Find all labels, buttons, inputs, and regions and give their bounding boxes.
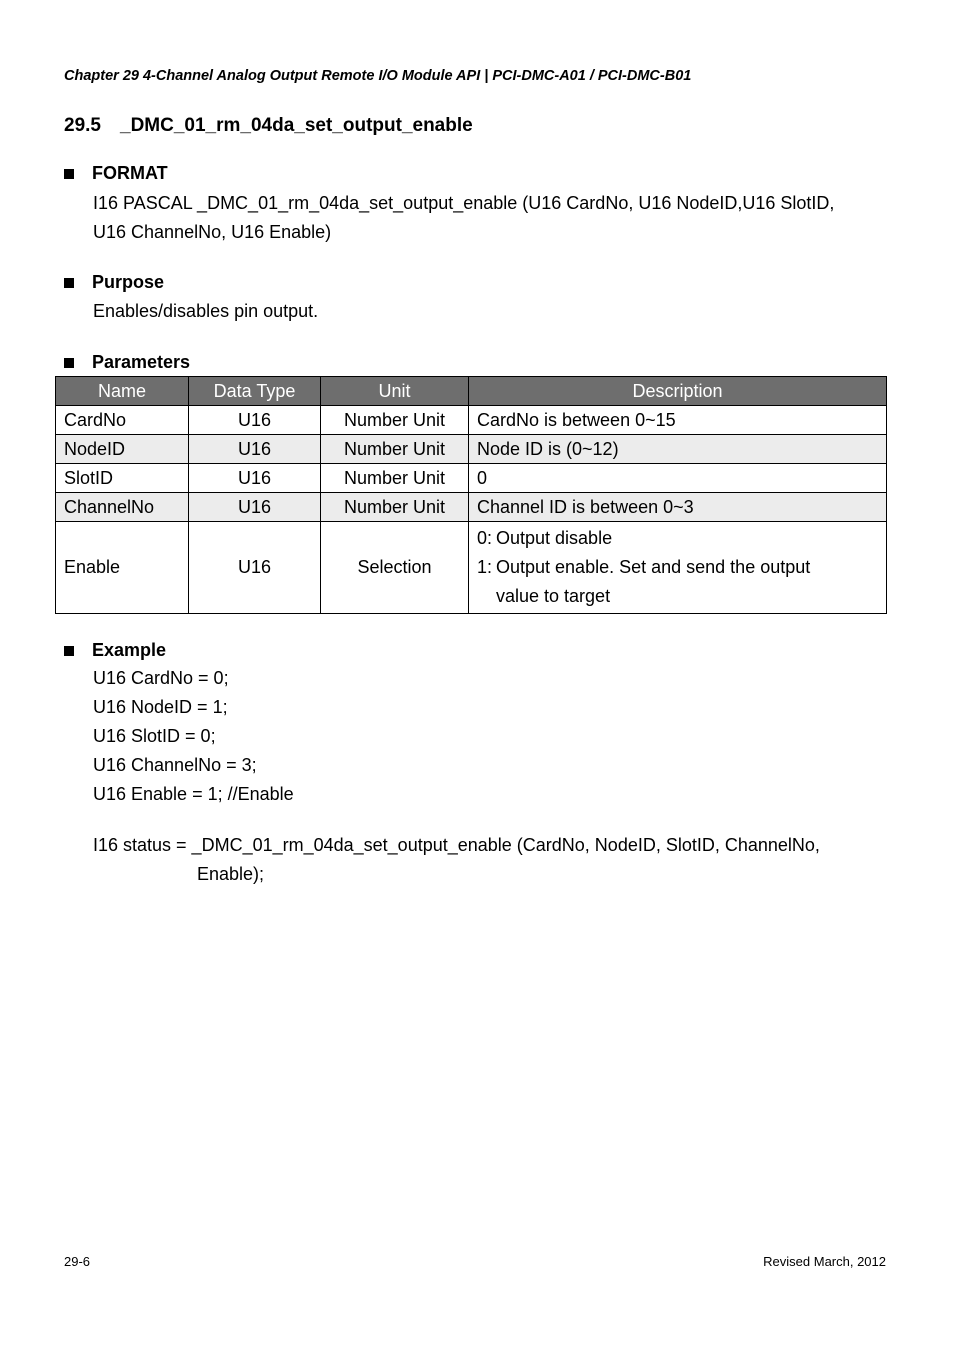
option-key: 1: — [477, 557, 493, 577]
param-name: NodeID — [56, 435, 189, 464]
param-type: U16 — [189, 406, 321, 435]
format-line: U16 ChannelNo, U16 Enable) — [93, 222, 332, 242]
option-text: Output enable. Set and send the output — [496, 557, 811, 577]
section-title — [64, 115, 473, 137]
page-number: 29-6 — [64, 1254, 91, 1269]
format-signature — [93, 189, 893, 247]
purpose-heading — [64, 272, 164, 293]
code-line: U16 CardNo = 0; — [93, 668, 229, 688]
purpose-text: Enables/disables pin output. — [93, 301, 319, 321]
column-header: Description — [469, 377, 887, 406]
param-type: U16 — [189, 522, 321, 614]
table-row — [56, 493, 887, 522]
option-text: Output disable — [496, 528, 613, 548]
option-line — [477, 553, 878, 582]
format-heading-text: FORMAT — [92, 163, 168, 183]
param-name: ChannelNo — [56, 493, 189, 522]
format-line: I16 PASCAL _DMC_01_rm_04da_set_output_enable (U16 CardNo, U16 NodeID,U16 SlotID, — [93, 193, 835, 213]
code-line: Enable); — [197, 864, 265, 884]
column-header: Name — [56, 377, 189, 406]
column-header: Data Type — [189, 377, 321, 406]
param-type: U16 — [189, 435, 321, 464]
bullet-square-icon — [64, 646, 74, 656]
example-code — [93, 664, 294, 809]
code-line: U16 Enable = 1; //Enable — [93, 784, 294, 804]
param-name: Enable — [56, 522, 189, 614]
section-title-text: _DMC_01_rm_04da_set_output_enable — [120, 115, 473, 136]
parameters-heading — [64, 352, 190, 373]
option-key — [477, 582, 496, 611]
example-call — [93, 831, 820, 889]
table-row — [56, 435, 887, 464]
param-desc — [469, 522, 887, 614]
purpose-heading-text: Purpose — [92, 272, 165, 292]
code-line: I16 status = _DMC_01_rm_04da_set_output_enable (CardNo, NodeID, SlotID, ChannelNo, — [93, 835, 820, 855]
option-key: 0: — [477, 528, 493, 548]
table-row — [56, 522, 887, 614]
param-name: SlotID — [56, 464, 189, 493]
example-heading-text: Example — [92, 640, 167, 660]
param-desc: CardNo is between 0~15 — [469, 406, 887, 435]
option-text: value to target — [496, 586, 611, 606]
code-line: U16 NodeID = 1; — [93, 697, 228, 717]
column-header: Unit — [321, 377, 469, 406]
example-heading — [64, 640, 166, 661]
table-header-row — [56, 377, 887, 406]
parameters-table — [55, 376, 887, 614]
bullet-square-icon — [64, 169, 74, 179]
revision-date: Revised March, 2012 — [763, 1254, 886, 1269]
param-type: U16 — [189, 493, 321, 522]
param-desc: Channel ID is between 0~3 — [469, 493, 887, 522]
param-name: CardNo — [56, 406, 189, 435]
table-row — [56, 406, 887, 435]
section-number: 29.5 — [64, 115, 101, 136]
code-line: U16 ChannelNo = 3; — [93, 755, 257, 775]
param-unit: Selection — [321, 522, 469, 614]
param-desc: 0 — [469, 464, 887, 493]
option-line — [477, 524, 878, 553]
bullet-square-icon — [64, 358, 74, 368]
bullet-square-icon — [64, 278, 74, 288]
param-desc: Node ID is (0~12) — [469, 435, 887, 464]
table-row — [56, 464, 887, 493]
format-heading — [64, 163, 168, 184]
param-type: U16 — [189, 464, 321, 493]
param-unit: Number Unit — [321, 493, 469, 522]
param-unit: Number Unit — [321, 464, 469, 493]
option-line — [477, 582, 878, 611]
parameters-heading-text: Parameters — [92, 352, 191, 372]
code-line: U16 SlotID = 0; — [93, 726, 216, 746]
chapter-header: Chapter 29 4-Channel Analog Output Remote I/O Module API | PCI-DMC-A01 / PCI-DMC-B01 — [64, 68, 692, 84]
param-unit: Number Unit — [321, 406, 469, 435]
param-unit: Number Unit — [321, 435, 469, 464]
